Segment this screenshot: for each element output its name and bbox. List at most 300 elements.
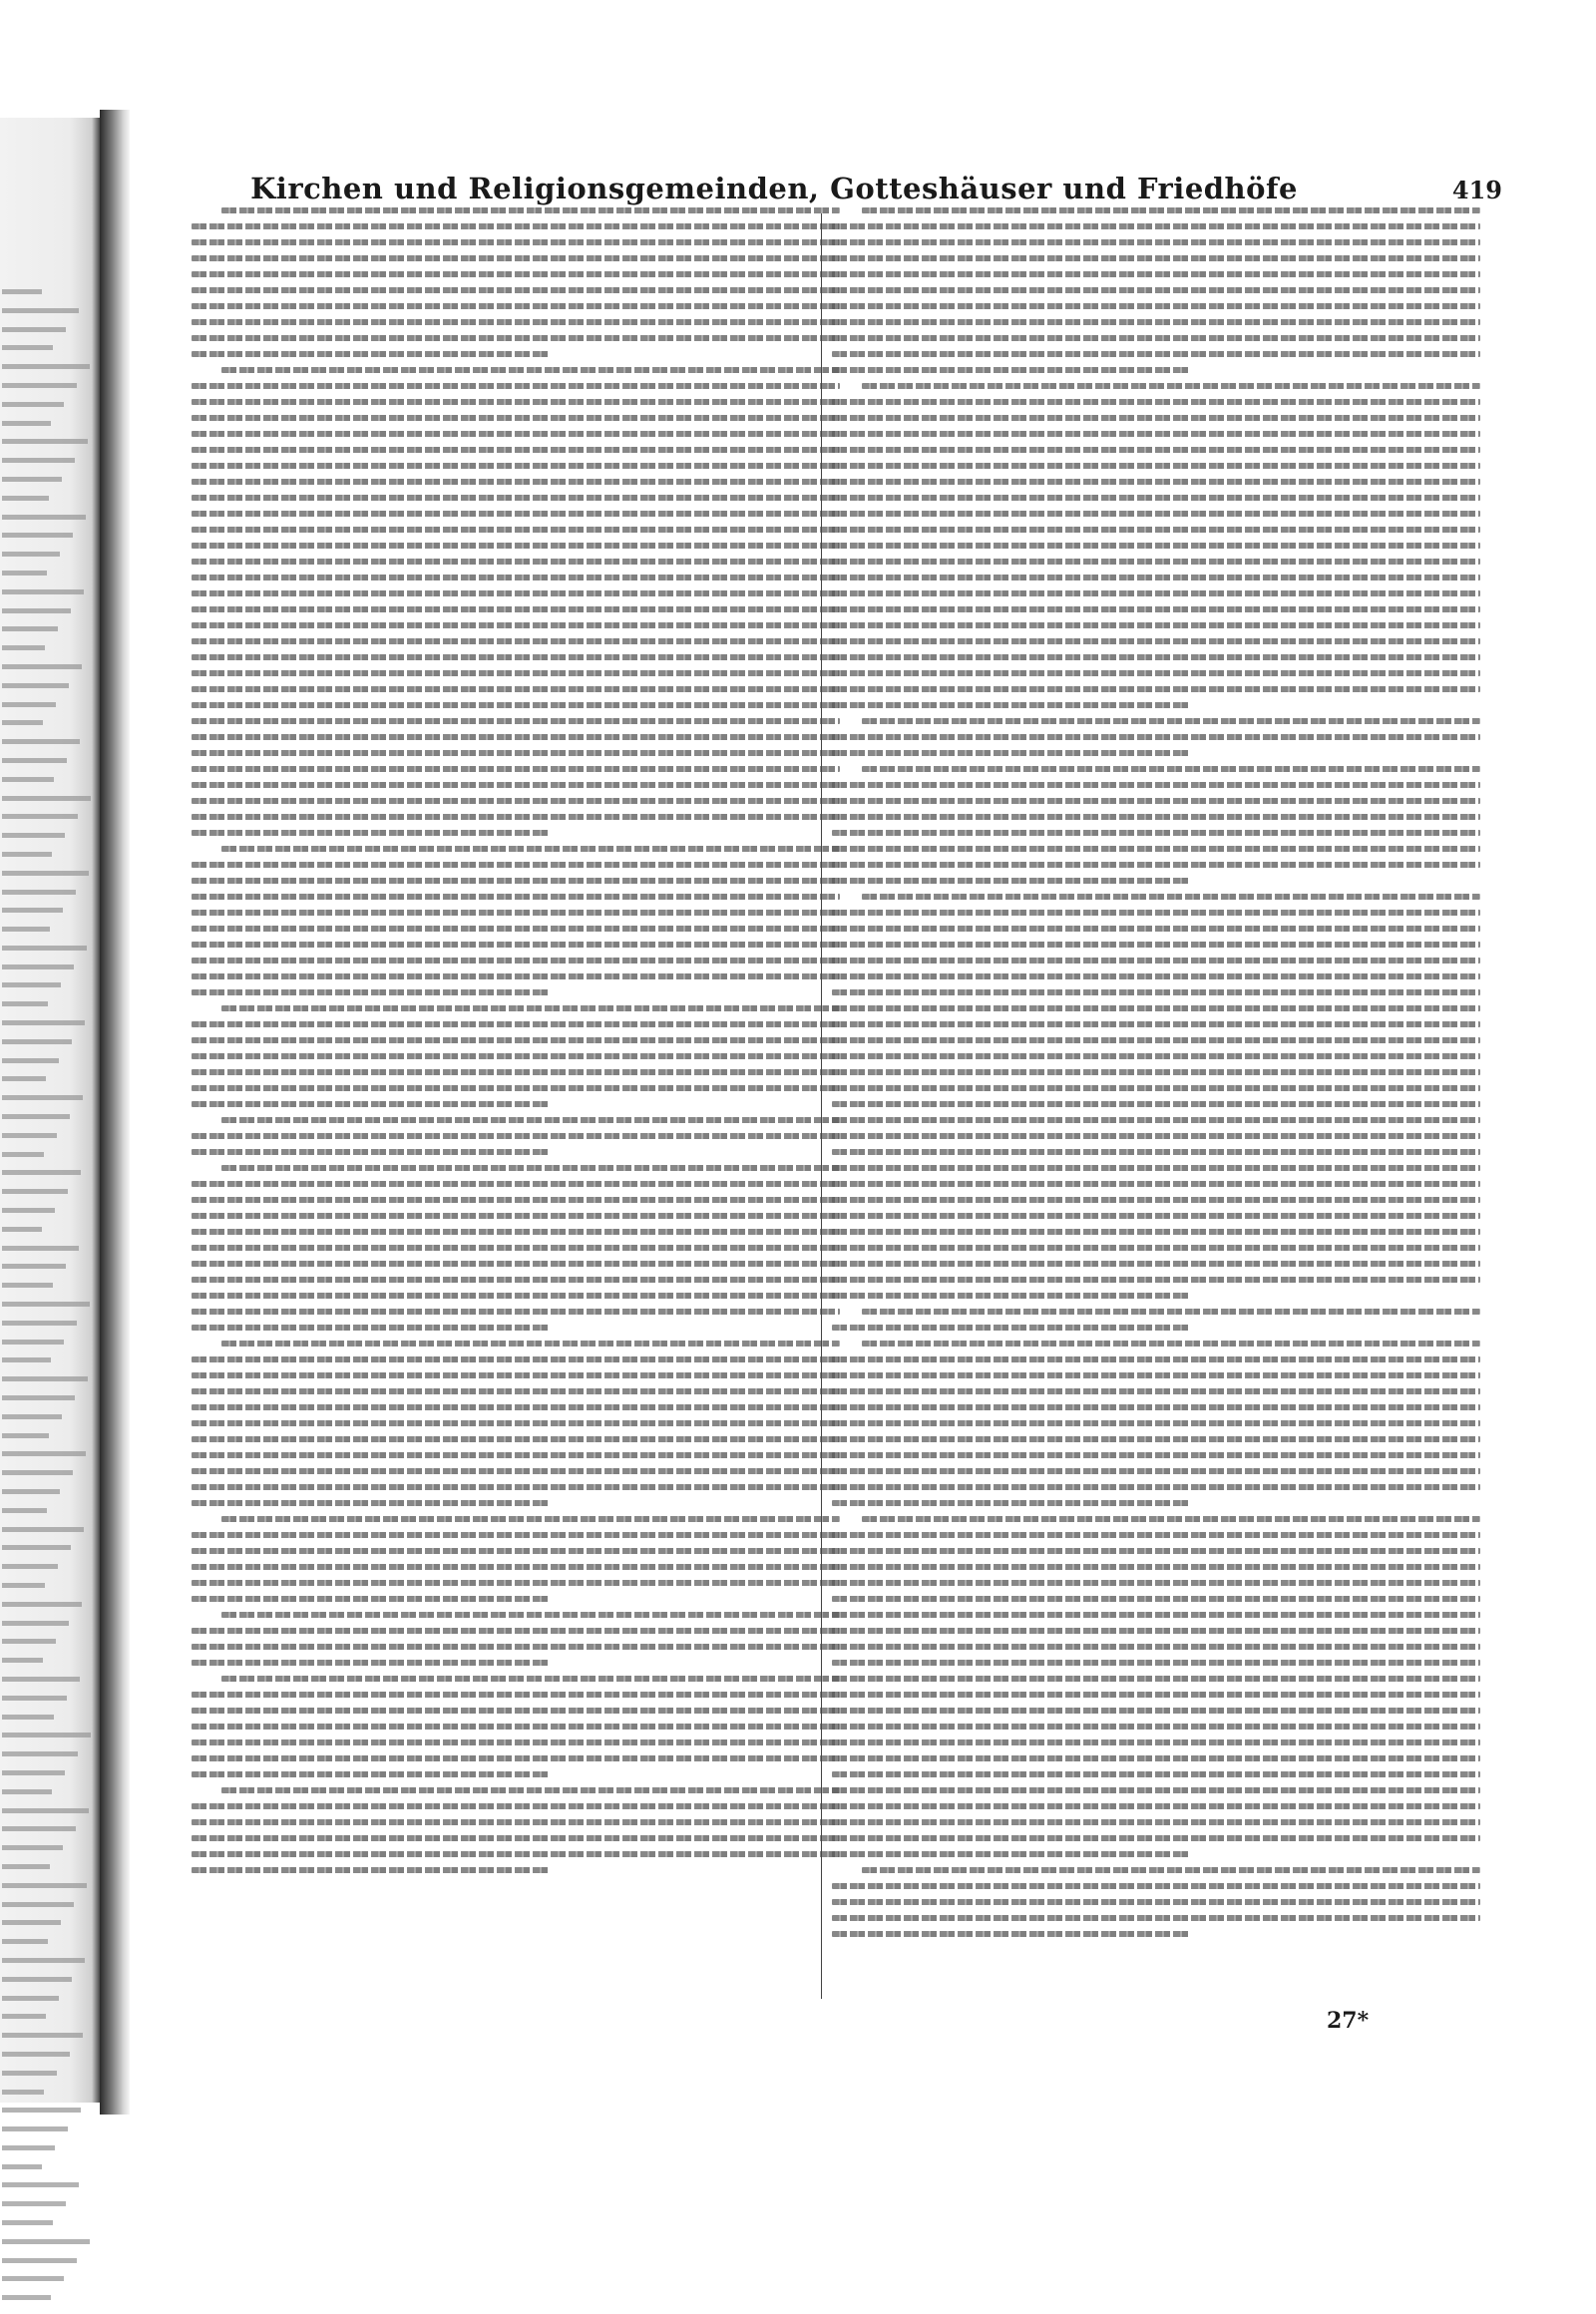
paragraph: [832, 1516, 1480, 1857]
text-fragment: [2, 552, 60, 557]
text-line: [832, 1787, 1480, 1793]
text-line: [832, 1883, 1480, 1889]
text-line: [832, 1404, 1480, 1410]
text-fragment: [2, 327, 66, 332]
text-line: [192, 1436, 840, 1442]
text-line: [192, 1149, 549, 1155]
text-fragment: [2, 608, 71, 613]
text-line: [192, 1181, 840, 1187]
text-line: [862, 1309, 1480, 1315]
text-line: [192, 1819, 840, 1825]
text-line: [192, 463, 840, 469]
text-line: [192, 1309, 840, 1315]
text-fragment: [2, 1845, 63, 1850]
text-line: [832, 1500, 1189, 1506]
text-fragment: [2, 683, 69, 688]
text-line: [832, 399, 1480, 405]
text-line: [192, 1101, 549, 1107]
text-line: [832, 622, 1480, 628]
text-line: [832, 1835, 1480, 1841]
text-fragment: [2, 1639, 56, 1644]
text-line: [832, 989, 1480, 995]
text-fragment: [2, 1977, 72, 1982]
text-line: [832, 447, 1480, 453]
text-line: [192, 750, 840, 756]
text-line: [832, 1245, 1480, 1251]
text-line: [192, 590, 840, 596]
text-fragment: [2, 2295, 51, 2300]
text-line: [192, 1548, 840, 1554]
text-line: [192, 575, 840, 580]
text-line: [832, 1724, 1480, 1730]
text-line: [192, 1580, 840, 1586]
text-line: [221, 1341, 840, 1347]
previous-page-text-fragments: [2, 289, 92, 2314]
text-line: [192, 1628, 840, 1634]
text-line: [832, 1372, 1480, 1378]
paragraph: [192, 367, 840, 836]
text-fragment: [2, 1864, 50, 1869]
text-line: [832, 271, 1480, 277]
text-fragment: [2, 1395, 75, 1400]
signature-mark: 27*: [1327, 2008, 1370, 2034]
text-line: [192, 654, 840, 660]
text-fragment: [2, 2126, 68, 2131]
text-fragment: [2, 1001, 48, 1006]
text-line: [832, 973, 1480, 979]
text-fragment: [2, 589, 84, 594]
text-line: [832, 1931, 1189, 1937]
text-line: [832, 1452, 1480, 1458]
text-line: [832, 1484, 1480, 1490]
text-fragment: [2, 1189, 68, 1194]
text-line: [832, 1899, 1480, 1905]
text-fragment: [2, 345, 53, 350]
text-line: [192, 255, 840, 261]
text-fragment: [2, 402, 64, 407]
text-line: [192, 670, 840, 676]
text-line: [192, 718, 840, 724]
text-line: [192, 1069, 840, 1075]
text-line: [832, 1069, 1480, 1075]
text-line: [192, 319, 840, 325]
paragraph: [192, 207, 840, 357]
text-fragment: [2, 871, 89, 876]
text-line: [192, 1484, 840, 1490]
text-fragment: [2, 1920, 61, 1925]
text-fragment: [2, 2145, 55, 2150]
text-line: [192, 1037, 840, 1043]
text-fragment: [2, 364, 90, 369]
text-line: [832, 1676, 1480, 1682]
text-line: [192, 1372, 840, 1378]
text-line: [832, 1261, 1480, 1267]
text-line: [192, 495, 840, 501]
text-line: [832, 255, 1480, 261]
text-line: [192, 1452, 840, 1458]
paragraph: [832, 1341, 1480, 1506]
paragraph: [192, 1612, 840, 1666]
text-line: [832, 750, 1189, 756]
text-fragment: [2, 1376, 88, 1381]
text-line: [192, 1867, 549, 1873]
text-line: [832, 830, 1480, 836]
text-line: [832, 335, 1480, 341]
text-line: [832, 431, 1480, 437]
text-line: [192, 1021, 840, 1027]
text-fragment: [2, 927, 50, 932]
paragraph: [832, 1309, 1480, 1331]
text-line: [221, 1787, 840, 1793]
text-fragment: [2, 2239, 90, 2244]
text-line: [192, 1771, 549, 1777]
text-line: [192, 1500, 549, 1506]
text-fragment: [2, 664, 82, 669]
text-line: [832, 1580, 1480, 1586]
text-line: [192, 271, 840, 277]
text-line: [832, 1532, 1480, 1538]
text-fragment: [2, 1658, 43, 1663]
text-line: [192, 511, 840, 517]
text-line: [832, 1356, 1480, 1362]
paragraph: [192, 1341, 840, 1506]
text-line: [832, 1755, 1480, 1761]
text-line: [832, 1197, 1480, 1203]
text-line: [192, 399, 840, 405]
text-fragment: [2, 777, 54, 782]
text-line: [832, 495, 1480, 501]
text-line: [832, 1181, 1480, 1187]
text-line: [832, 1436, 1480, 1442]
text-line: [192, 862, 840, 868]
text-line: [192, 638, 840, 644]
text-line: [832, 1596, 1480, 1602]
text-fragment: [2, 1489, 60, 1494]
text-line: [832, 734, 1480, 740]
text-line: [221, 367, 840, 373]
text-fragment: [2, 1508, 47, 1513]
text-fragment: [2, 383, 77, 388]
text-fragment: [2, 2182, 79, 2187]
text-fragment: [2, 458, 75, 463]
text-fragment: [2, 702, 56, 707]
text-line: [192, 734, 840, 740]
text-fragment: [2, 1621, 69, 1626]
text-line: [832, 1053, 1480, 1059]
text-line: [192, 431, 840, 437]
text-line: [192, 415, 840, 421]
text-line: [862, 718, 1480, 724]
text-fragment: [2, 1789, 52, 1794]
text-fragment: [2, 1227, 42, 1232]
text-fragment: [2, 964, 74, 969]
text-line: [832, 1325, 1189, 1331]
text-line: [192, 894, 840, 900]
text-line: [862, 766, 1480, 772]
text-fragment: [2, 2201, 66, 2206]
text-fragment: [2, 1715, 54, 1720]
text-line: [832, 910, 1480, 916]
text-fragment: [2, 1451, 86, 1456]
running-head: Kirchen und Religionsgemeinden, Gotteshäuser und Friedhöfe: [250, 172, 1298, 205]
text-line: [832, 1133, 1480, 1139]
text-fragment: [2, 1095, 83, 1100]
text-fragment: [2, 645, 45, 650]
text-line: [192, 1708, 840, 1714]
text-fragment: [2, 1133, 57, 1138]
text-line: [832, 862, 1480, 868]
text-line: [192, 1644, 840, 1650]
text-line: [832, 1548, 1480, 1554]
text-line: [862, 1516, 1480, 1522]
text-fragment: [2, 2090, 44, 2095]
text-line: [832, 463, 1480, 469]
text-line: [192, 543, 840, 549]
text-line: [832, 926, 1480, 932]
text-fragment: [2, 852, 52, 857]
text-line: [832, 1612, 1480, 1618]
text-line: [192, 335, 840, 341]
text-line: [832, 1739, 1480, 1745]
text-fragment: [2, 2164, 42, 2169]
text-line: [192, 622, 840, 628]
text-line: [192, 1133, 840, 1139]
text-fragment: [2, 1039, 72, 1044]
left-text-column: [192, 207, 840, 1883]
previous-page-edge: [0, 118, 100, 2103]
text-line: [192, 766, 840, 772]
text-line: [192, 223, 840, 229]
text-line: [192, 1229, 840, 1235]
text-line: [192, 1245, 840, 1251]
text-line: [832, 670, 1480, 676]
text-line: [192, 1213, 840, 1219]
text-line: [192, 383, 840, 389]
text-line: [832, 527, 1480, 533]
text-line: [192, 702, 840, 708]
text-line: [192, 1325, 549, 1331]
text-line: [192, 239, 840, 245]
text-line: [832, 702, 1189, 708]
text-fragment: [2, 421, 51, 426]
text-line: [221, 1117, 840, 1123]
text-line: [192, 303, 840, 309]
text-line: [832, 415, 1480, 421]
text-line: [832, 303, 1480, 309]
text-fragment: [2, 1264, 66, 1269]
paragraph: [192, 1516, 840, 1602]
text-fragment: [2, 1902, 74, 1907]
text-fragment: [2, 739, 80, 744]
text-line: [221, 1612, 840, 1618]
text-line: [832, 942, 1480, 948]
paragraph: [192, 1165, 840, 1331]
text-line: [862, 1867, 1480, 1873]
text-line: [192, 1724, 840, 1730]
text-line: [832, 654, 1480, 660]
text-fragment: [2, 1770, 65, 1775]
text-line: [832, 1005, 1480, 1011]
text-fragment: [2, 1826, 76, 1831]
text-line: [192, 686, 840, 692]
text-fragment: [2, 1527, 84, 1532]
text-fragment: [2, 908, 63, 913]
text-fragment: [2, 1357, 51, 1362]
text-fragment: [2, 2108, 81, 2113]
text-line: [832, 1660, 1480, 1666]
text-line: [192, 1277, 840, 1283]
text-line: [221, 1005, 840, 1011]
text-line: [832, 686, 1480, 692]
text-fragment: [2, 439, 88, 444]
text-fragment: [2, 1340, 64, 1345]
text-line: [192, 958, 840, 964]
text-line: [192, 447, 840, 453]
text-line: [832, 590, 1480, 596]
text-line: [192, 878, 840, 884]
text-fragment: [2, 1939, 48, 1944]
paragraph: [192, 1676, 840, 1777]
text-line: [192, 1404, 840, 1410]
paragraph: [192, 846, 840, 995]
text-fragment: [2, 1152, 44, 1157]
text-fragment: [2, 1883, 87, 1888]
text-line: [832, 814, 1480, 820]
text-line: [221, 207, 840, 213]
text-fragment: [2, 1583, 45, 1588]
text-line: [832, 1101, 1480, 1107]
text-fragment: [2, 1302, 90, 1307]
text-line: [832, 782, 1480, 788]
text-fragment: [2, 1170, 81, 1175]
text-line: [832, 1692, 1480, 1698]
text-fragment: [2, 758, 67, 763]
text-fragment: [2, 1996, 59, 2001]
text-line: [832, 1644, 1480, 1650]
text-fragment: [2, 1246, 79, 1251]
text-line: [192, 1053, 840, 1059]
text-line: [832, 1277, 1480, 1283]
text-line: [832, 351, 1480, 357]
text-line: [192, 1293, 840, 1299]
text-line: [192, 1835, 840, 1841]
text-line: [832, 1293, 1189, 1299]
text-line: [192, 973, 840, 979]
text-line: [192, 1468, 840, 1474]
text-line: [832, 1117, 1480, 1123]
text-fragment: [2, 626, 58, 631]
text-line: [192, 942, 840, 948]
text-line: [192, 606, 840, 612]
text-fragment: [2, 1808, 89, 1813]
text-fragment: [2, 1958, 85, 1963]
text-line: [832, 1819, 1480, 1825]
text-line: [832, 1564, 1480, 1570]
text-line: [832, 1021, 1480, 1027]
text-fragment: [2, 796, 91, 801]
text-fragment: [2, 1020, 85, 1025]
text-fragment: [2, 1283, 53, 1288]
text-line: [221, 846, 840, 852]
paragraph: [832, 894, 1480, 1299]
text-line: [832, 1165, 1480, 1171]
text-fragment: [2, 1076, 46, 1081]
text-line: [832, 878, 1189, 884]
text-line: [192, 910, 840, 916]
text-line: [832, 287, 1480, 293]
text-line: [832, 1388, 1480, 1394]
paragraph: [832, 766, 1480, 884]
text-line: [221, 1165, 840, 1171]
text-line: [192, 798, 840, 804]
text-line: [832, 1803, 1480, 1809]
text-fragment: [2, 2033, 83, 2038]
text-line: [832, 638, 1480, 644]
text-line: [192, 1085, 840, 1091]
text-line: [221, 1676, 840, 1682]
page-header: [166, 172, 1502, 211]
paragraph: [192, 1117, 840, 1155]
text-line: [192, 1564, 840, 1570]
text-fragment: [2, 1545, 71, 1550]
text-line: [192, 926, 840, 932]
text-fragment: [2, 496, 49, 501]
paragraph: [832, 383, 1480, 708]
text-fragment: [2, 1058, 59, 1063]
text-fragment: [2, 2258, 77, 2263]
text-fragment: [2, 571, 47, 576]
text-line: [832, 1771, 1480, 1777]
text-fragment: [2, 2276, 64, 2281]
right-text-column: [832, 207, 1480, 1947]
text-fragment: [2, 2220, 53, 2225]
text-line: [832, 559, 1480, 565]
text-line: [192, 1755, 840, 1761]
text-line: [192, 1803, 840, 1809]
paragraph: [192, 1787, 840, 1873]
text-line: [832, 543, 1480, 549]
text-fragment: [2, 2071, 57, 2076]
text-line: [192, 1197, 840, 1203]
text-fragment: [2, 833, 65, 838]
text-line: [832, 1628, 1480, 1634]
text-fragment: [2, 515, 86, 520]
text-line: [192, 479, 840, 485]
paragraph: [832, 207, 1480, 373]
text-line: [192, 1851, 840, 1857]
text-line: [832, 1229, 1480, 1235]
text-line: [192, 559, 840, 565]
text-line: [192, 1596, 549, 1602]
text-line: [832, 511, 1480, 517]
text-fragment: [2, 308, 79, 313]
text-line: [832, 1085, 1480, 1091]
text-line: [832, 239, 1480, 245]
text-fragment: [2, 533, 73, 538]
book-gutter: [100, 110, 130, 2115]
text-line: [192, 1739, 840, 1745]
text-fragment: [2, 814, 78, 819]
text-fragment: [2, 1677, 80, 1682]
text-fragment: [2, 289, 42, 294]
text-line: [832, 1851, 1189, 1857]
text-line: [192, 287, 840, 293]
text-line: [192, 830, 549, 836]
text-line: [832, 1213, 1480, 1219]
text-line: [832, 958, 1480, 964]
text-line: [832, 479, 1480, 485]
text-line: [192, 351, 549, 357]
